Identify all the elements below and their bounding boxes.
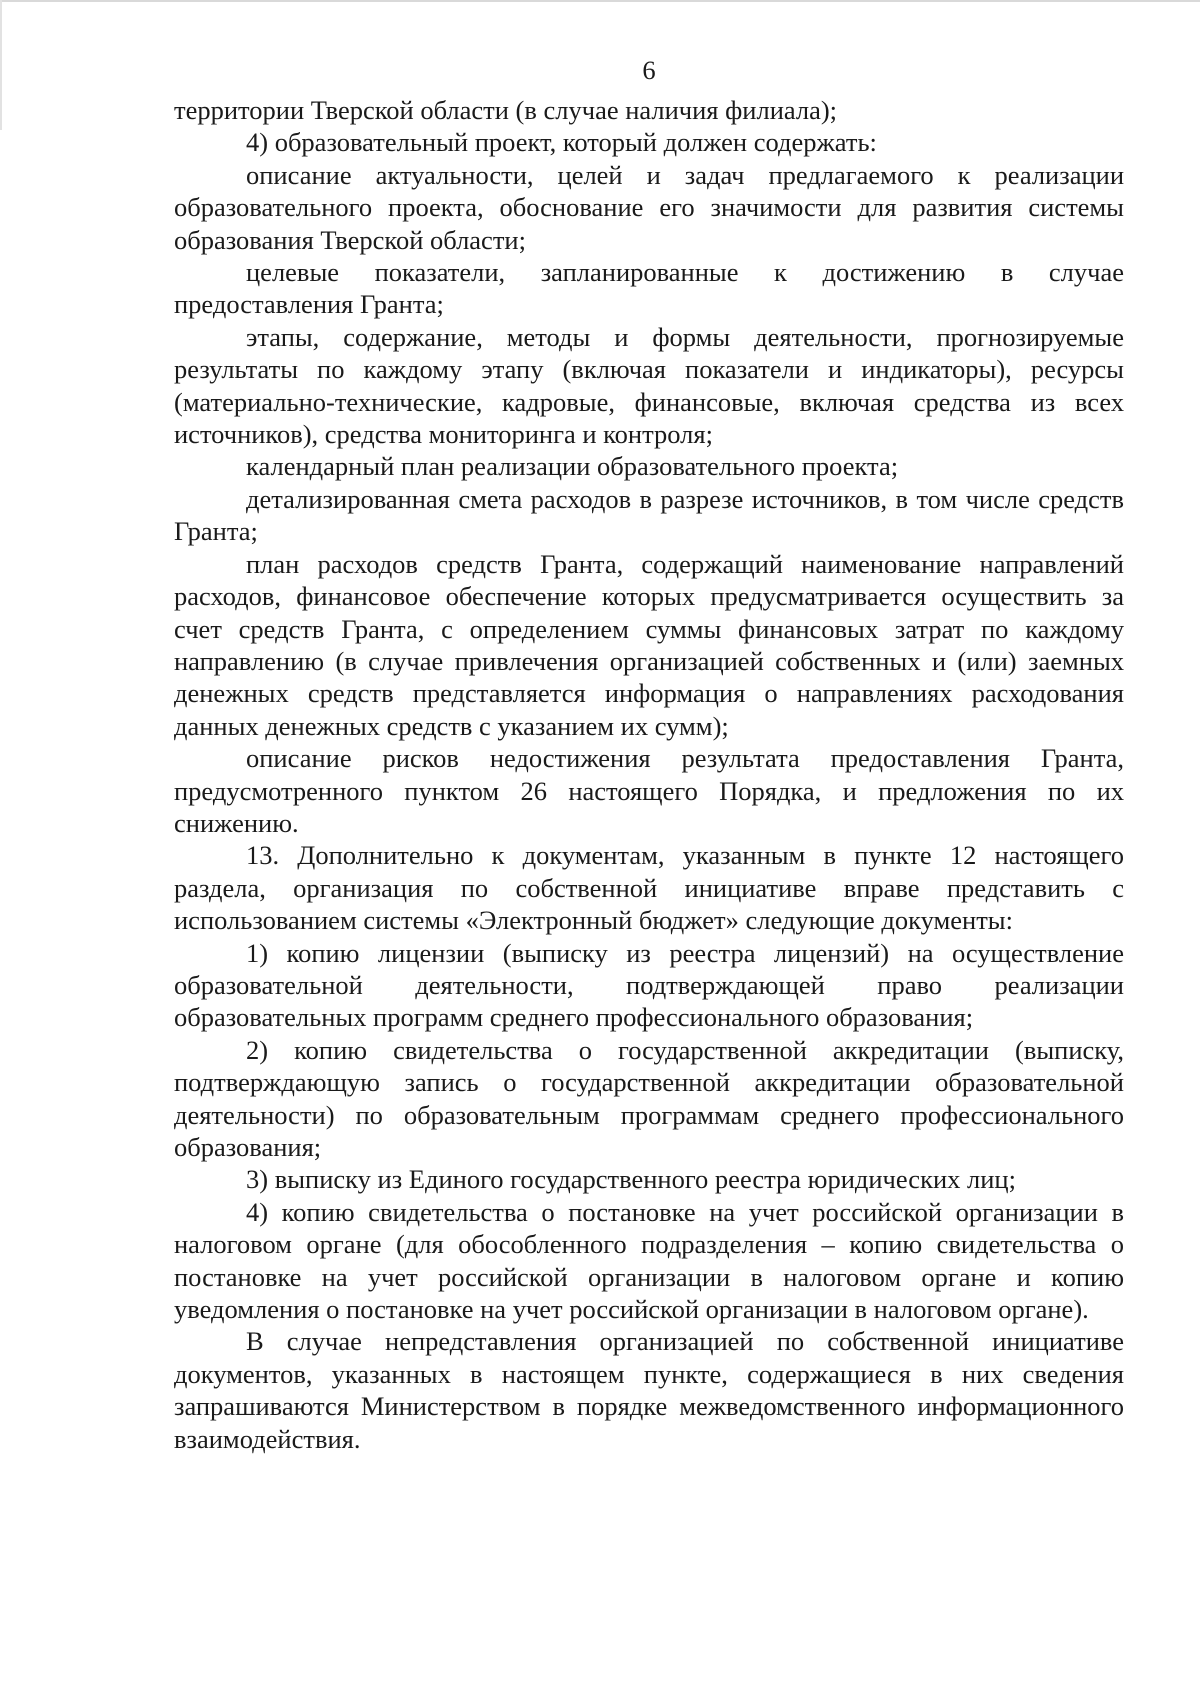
paragraph: В случае непредставления организацией по собственной инициативе документов, указанных в настоящем пункте, содержащиеся в них сведения запрашиваются Министерством в порядке межведомственного информационного взаимодействия. (174, 1326, 1124, 1454)
scan-edge-top (0, 0, 1200, 2)
paragraph: 4) образовательный проект, который должен содержать: (246, 127, 877, 158)
page-number: 6 (642, 55, 656, 85)
paragraph: описание актуальности, целей и задач предлагаемого к реализации образовательного проекта, обоснование его значимости для развития системы образования Тверской области; (174, 159, 1124, 255)
paragraph: календарный план реализации образовательного проекта; (246, 451, 899, 482)
paragraph: 3) выписку из Единого государственного реестра юридических лиц; (246, 1164, 1016, 1195)
paragraph: 2) копию свидетельства о государственной аккредитации (выписку, подтверждающую запись о государственной аккредитации образовательной деятельности) по образовательным программам среднего профессионального образования; (174, 1034, 1124, 1162)
paragraph: детализированная смета расходов в разрезе источников, в том числе средств Гранта; (174, 483, 1124, 547)
document-page (174, 54, 1124, 1455)
paragraph: 4) копию свидетельства о постановке на учет российской организации в налоговом органе (для обособленного подразделения – копию свидетельства о постановке на учет российской организации в налоговом органе и копию уведомления о постановке на учет российской организации в налоговом органе). (174, 1196, 1124, 1325)
paragraph: территории Тверской области (в случае наличия филиала); (174, 95, 838, 125)
paragraph: этапы, содержание, методы и формы деятельности, прогнозируемые результаты по каждому этапу (включая показатели и индикаторы), ресурсы (материально-технические, кадровые, финансовые, включая средства из всех источников), средства мониторинга и контроля; (174, 321, 1124, 450)
document-body (174, 94, 1124, 1455)
paragraph: 13. Дополнительно к документам, указанным в пункте 12 настоящего раздела, организация по собственной инициативе вправе представить с использованием системы «Электронный бюджет» следующие документы: (174, 840, 1124, 936)
paragraph: целевые показатели, запланированные к достижению в случае предоставления Гранта; (174, 257, 1124, 320)
scan-edge-left (0, 0, 2, 130)
paragraph: описание рисков недостижения результата предоставления Гранта, предусмотренного пунктом 26 настоящего Порядка, и предложения по их снижению. (174, 743, 1124, 838)
paragraph: 1) копию лицензии (выписку из реестра лицензий) на осуществление образовательной деятельности, подтверждающей право реализации образовательных программ среднего профессионального образования; (174, 937, 1124, 1033)
paragraph: план расходов средств Гранта, содержащий наименование направлений расходов, финансовое обеспечение которых предусматривается осуществить за счет средств Гранта, с определением суммы финансовых затрат по каждому направлению (в случае привлечения организацией собственных и (или) заемных денежных средств представляется информация о направлениях расходования данных денежных средств с указанием их сумм); (174, 548, 1124, 741)
